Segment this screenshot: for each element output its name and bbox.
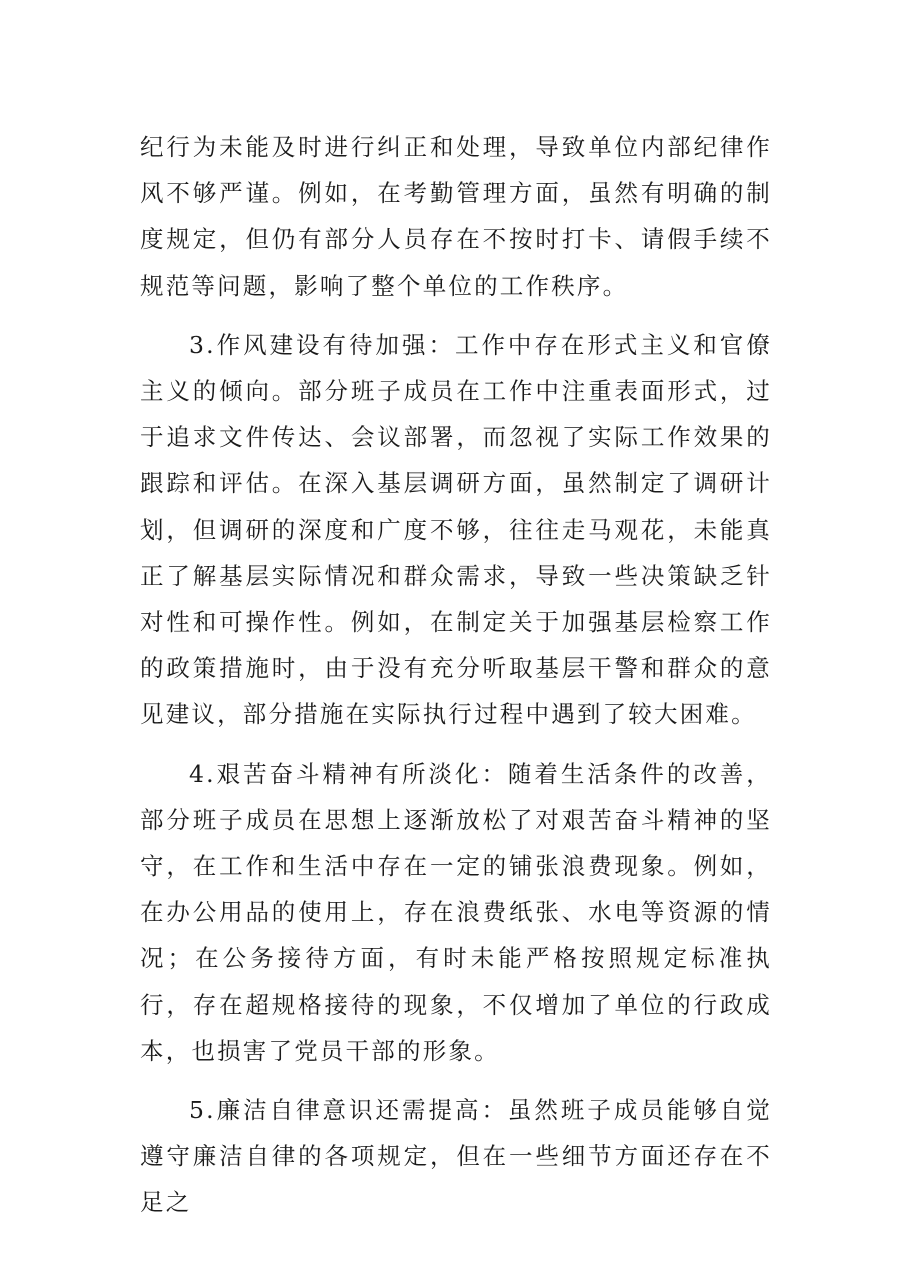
document-body — [140, 124, 772, 1239]
paragraph-discipline-continued: 纪行为未能及时进行纠正和处理，导致单位内部纪律作风不够严谨。例如，在考勤管理方面，虽然有明确的制度规定，但仍有部分人员存在不按时打卡、请假手续不规范等问题，影响了整个单位的工作秩序。 — [140, 133, 772, 300]
paragraph-work-style: 3.作风建设有待加强：工作中存在形式主义和官僚主义的倾向。部分班子成员在工作中注重表面形式，过于追求文件传达、会议部署，而忽视了实际工作效果的跟踪和评估。在深入基层调研方面，虽然制定了调研计划，但调研的深度和广度不够，往往走马观花，未能真正了解基层实际情况和群众需求，导致一些决策缺乏针对性和可操作性。例如，在制定关于加强基层检察工作的政策措施时，由于没有充分听取基层干警和群众的意见建议，部分措施在实际执行过程中遇到了较大困难。 — [140, 330, 772, 729]
paragraph-integrity: 5.廉洁自律意识还需提高：虽然班子成员能够自觉遵守廉洁自律的各项规定，但在一些细节方面还存在不足之 — [140, 1096, 772, 1217]
paragraph-hard-work-spirit: 4.艰苦奋斗精神有所淡化：随着生活条件的改善，部分班子成员在思想上逐渐放松了对艰苦奋斗精神的坚守，在工作和生活中存在一定的铺张浪费现象。例如，在办公用品的使用上，存在浪费纸张、水电等资源的情况；在公务接待方面，有时未能严格按照规定标准执行，存在超规格接待的现象，不仅增加了单位的行政成本，也损害了党员干部的形象。 — [140, 759, 772, 1065]
